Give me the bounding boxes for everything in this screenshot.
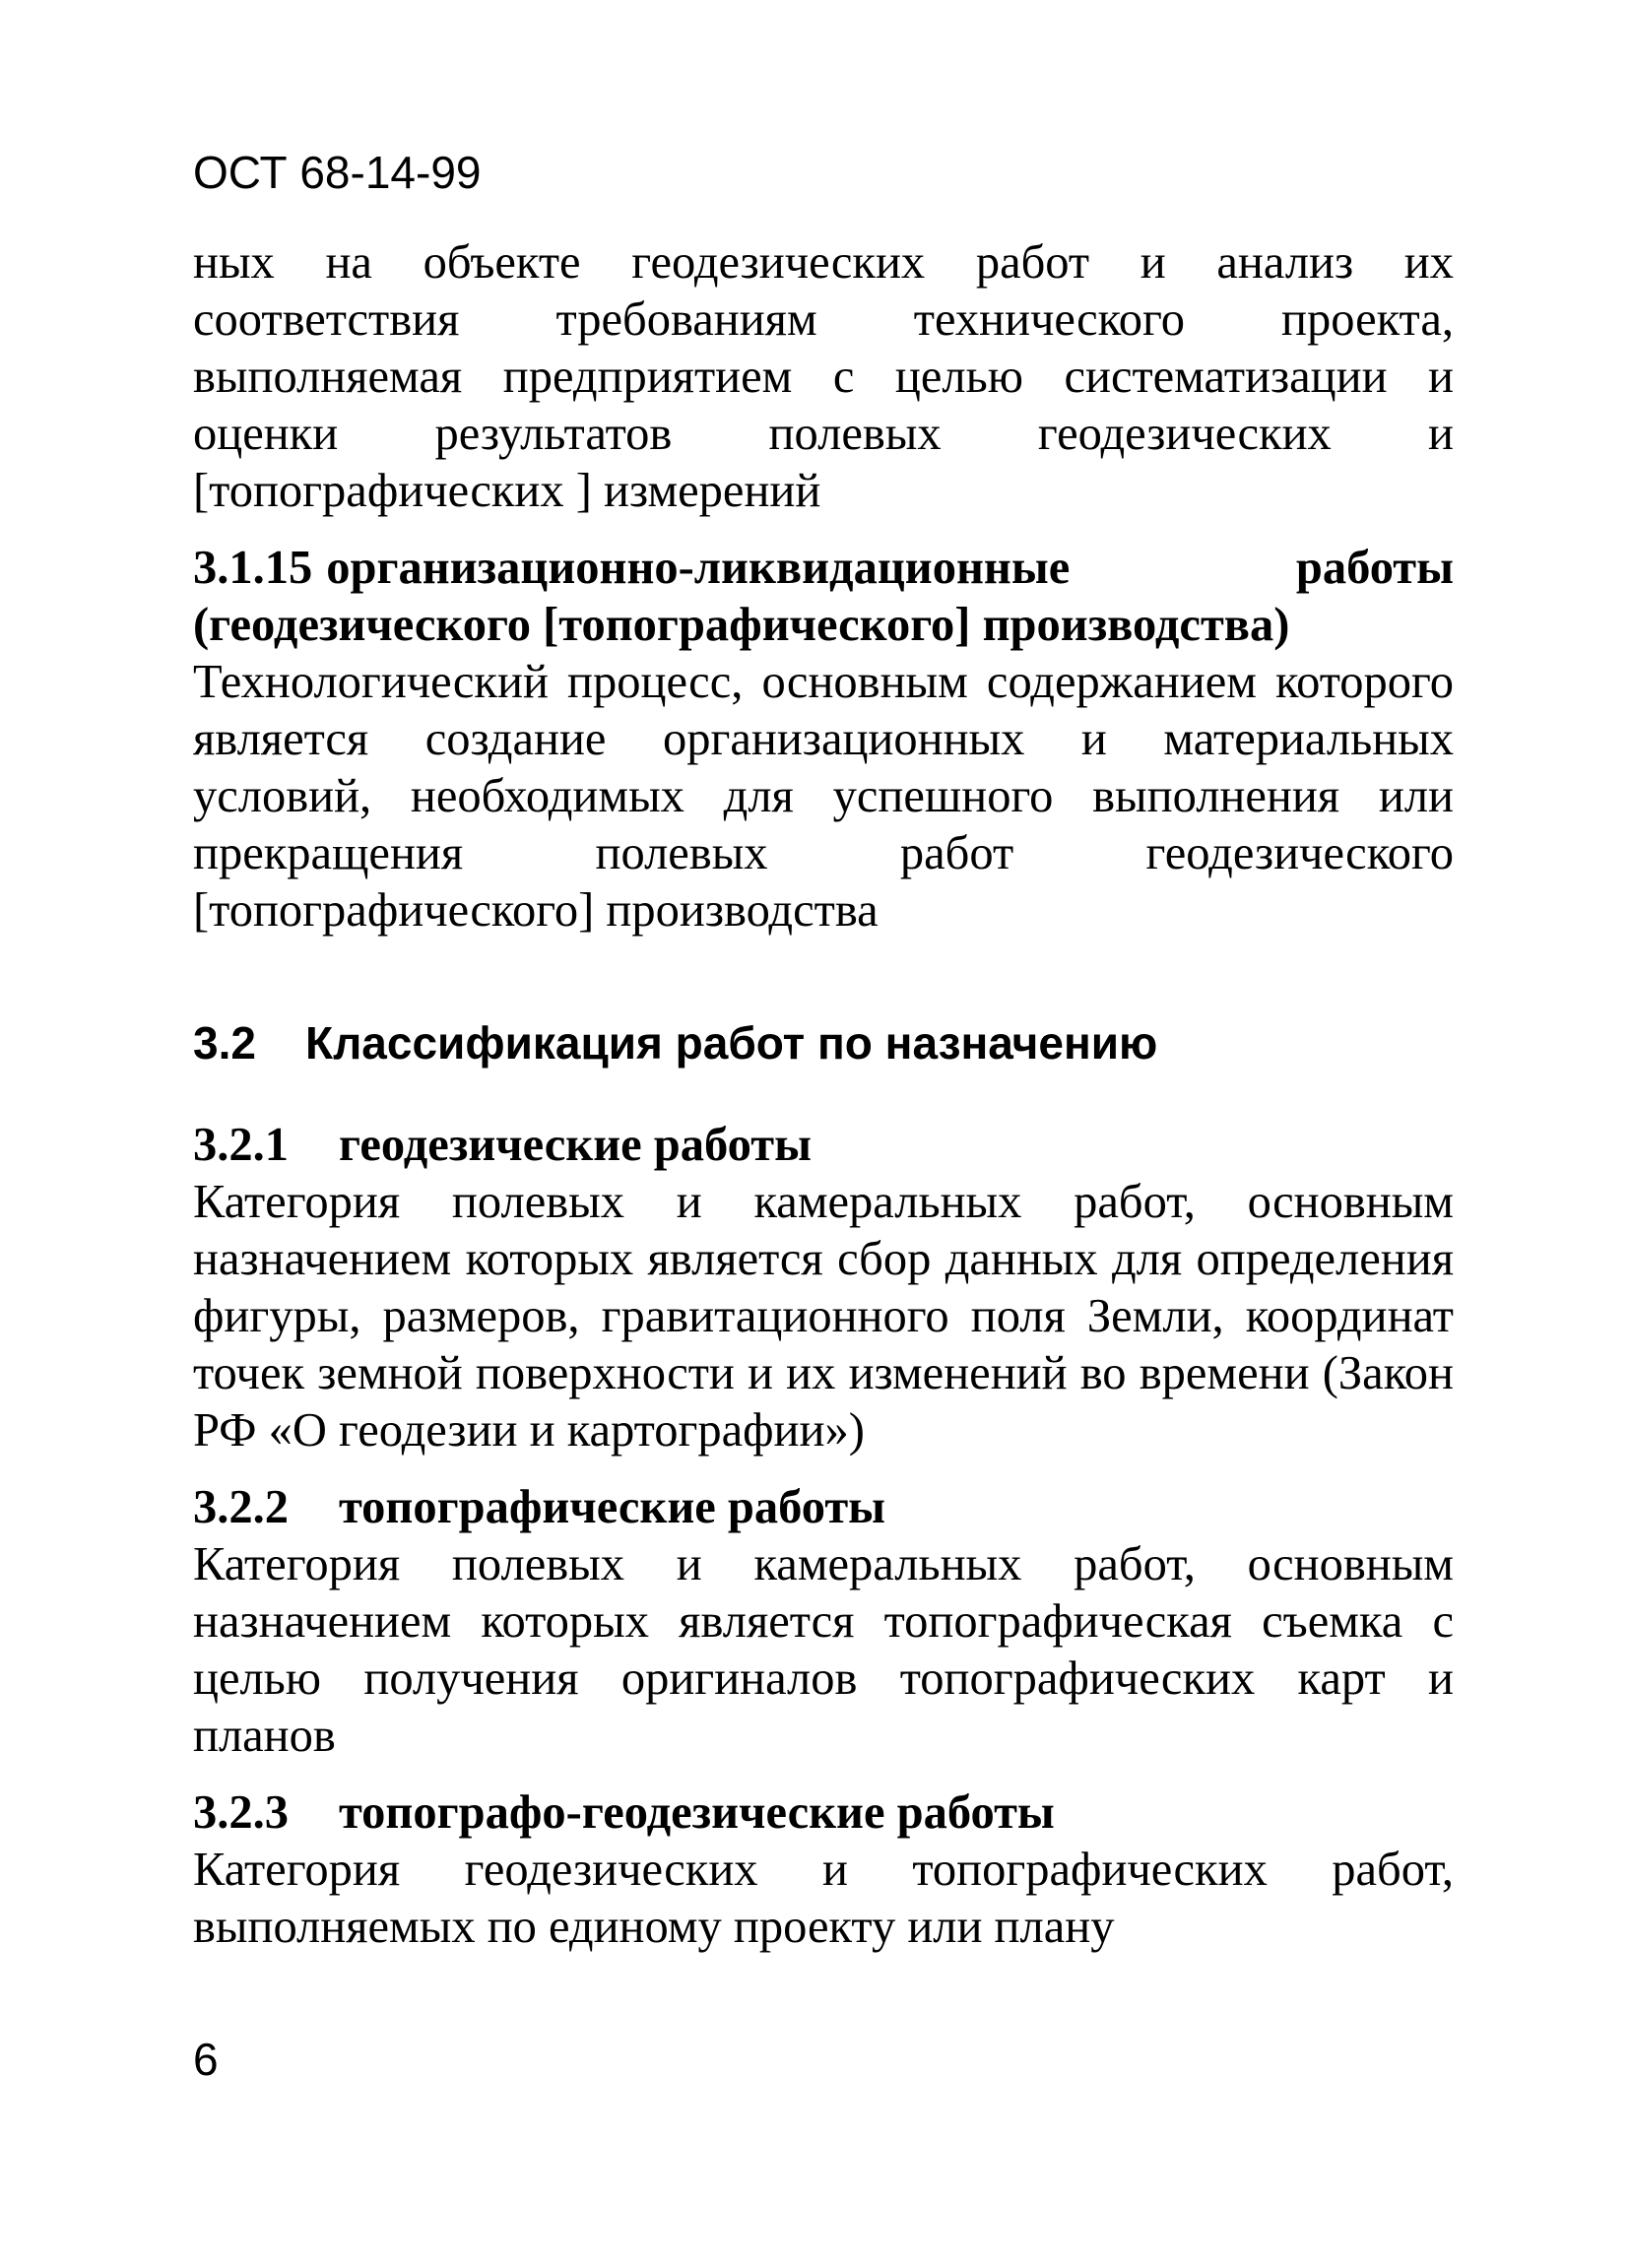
document-code: ОСТ 68-14-99 bbox=[193, 147, 482, 198]
section-number: 3.2 bbox=[193, 1017, 256, 1069]
term-number: 3.2.1 bbox=[193, 1119, 289, 1171]
term-title: организационно-ликвидационные работы (геодезического [топографического] производства) bbox=[193, 542, 1454, 651]
term-definition-3-2-2: Категория полевых и камеральных работ, основным назначением которых является топографическая съемка с целью получения оригиналов топографических карт и планов bbox=[193, 1538, 1454, 1762]
term-heading-3-1-15 bbox=[193, 540, 1454, 654]
term-number: 3.1.15 bbox=[193, 542, 313, 594]
section-heading-3-2 bbox=[193, 1014, 1454, 1071]
page-number: 6 bbox=[193, 2034, 219, 2085]
term-number: 3.2.3 bbox=[193, 1786, 289, 1839]
term-heading-3-2-2 bbox=[193, 1479, 1454, 1536]
term-title: топографо-геодезические работы bbox=[339, 1786, 1055, 1839]
term-title: топографические работы bbox=[339, 1481, 886, 1533]
term-definition-3-2-1: Категория полевых и камеральных работ, основным назначением которых является сбор данных для определения фигуры, размеров, гравитационного поля Земли, координат точек земной поверхности и их изменений во времени (Закон РФ «О геодезии и картографии») bbox=[193, 1176, 1454, 1457]
intro-paragraph: ных на объекте геодезических работ и анализ их соответствия требованиям технического проекта, выполняемая предприятием с целью систематизации и оценки результатов полевых геодезических и [топографических ] измерений bbox=[193, 236, 1454, 517]
term-heading-3-2-3 bbox=[193, 1784, 1454, 1842]
term-title: геодезические работы bbox=[339, 1119, 812, 1171]
section-title: Классификация работ по назначению bbox=[305, 1017, 1158, 1069]
term-heading-3-2-1 bbox=[193, 1117, 1454, 1174]
term-number: 3.2.2 bbox=[193, 1481, 289, 1533]
term-definition-3-2-3: Категория геодезических и топографических работ, выполняемых по единому проекту или плану bbox=[193, 1844, 1454, 1953]
term-definition-3-1-15: Технологический процесс, основным содержанием которого является создание организационных и материальных условий, необходимых для успешного выполнения или прекращения полевых работ геодезического [топографического] производства bbox=[193, 656, 1454, 937]
page-content bbox=[193, 234, 1454, 1956]
